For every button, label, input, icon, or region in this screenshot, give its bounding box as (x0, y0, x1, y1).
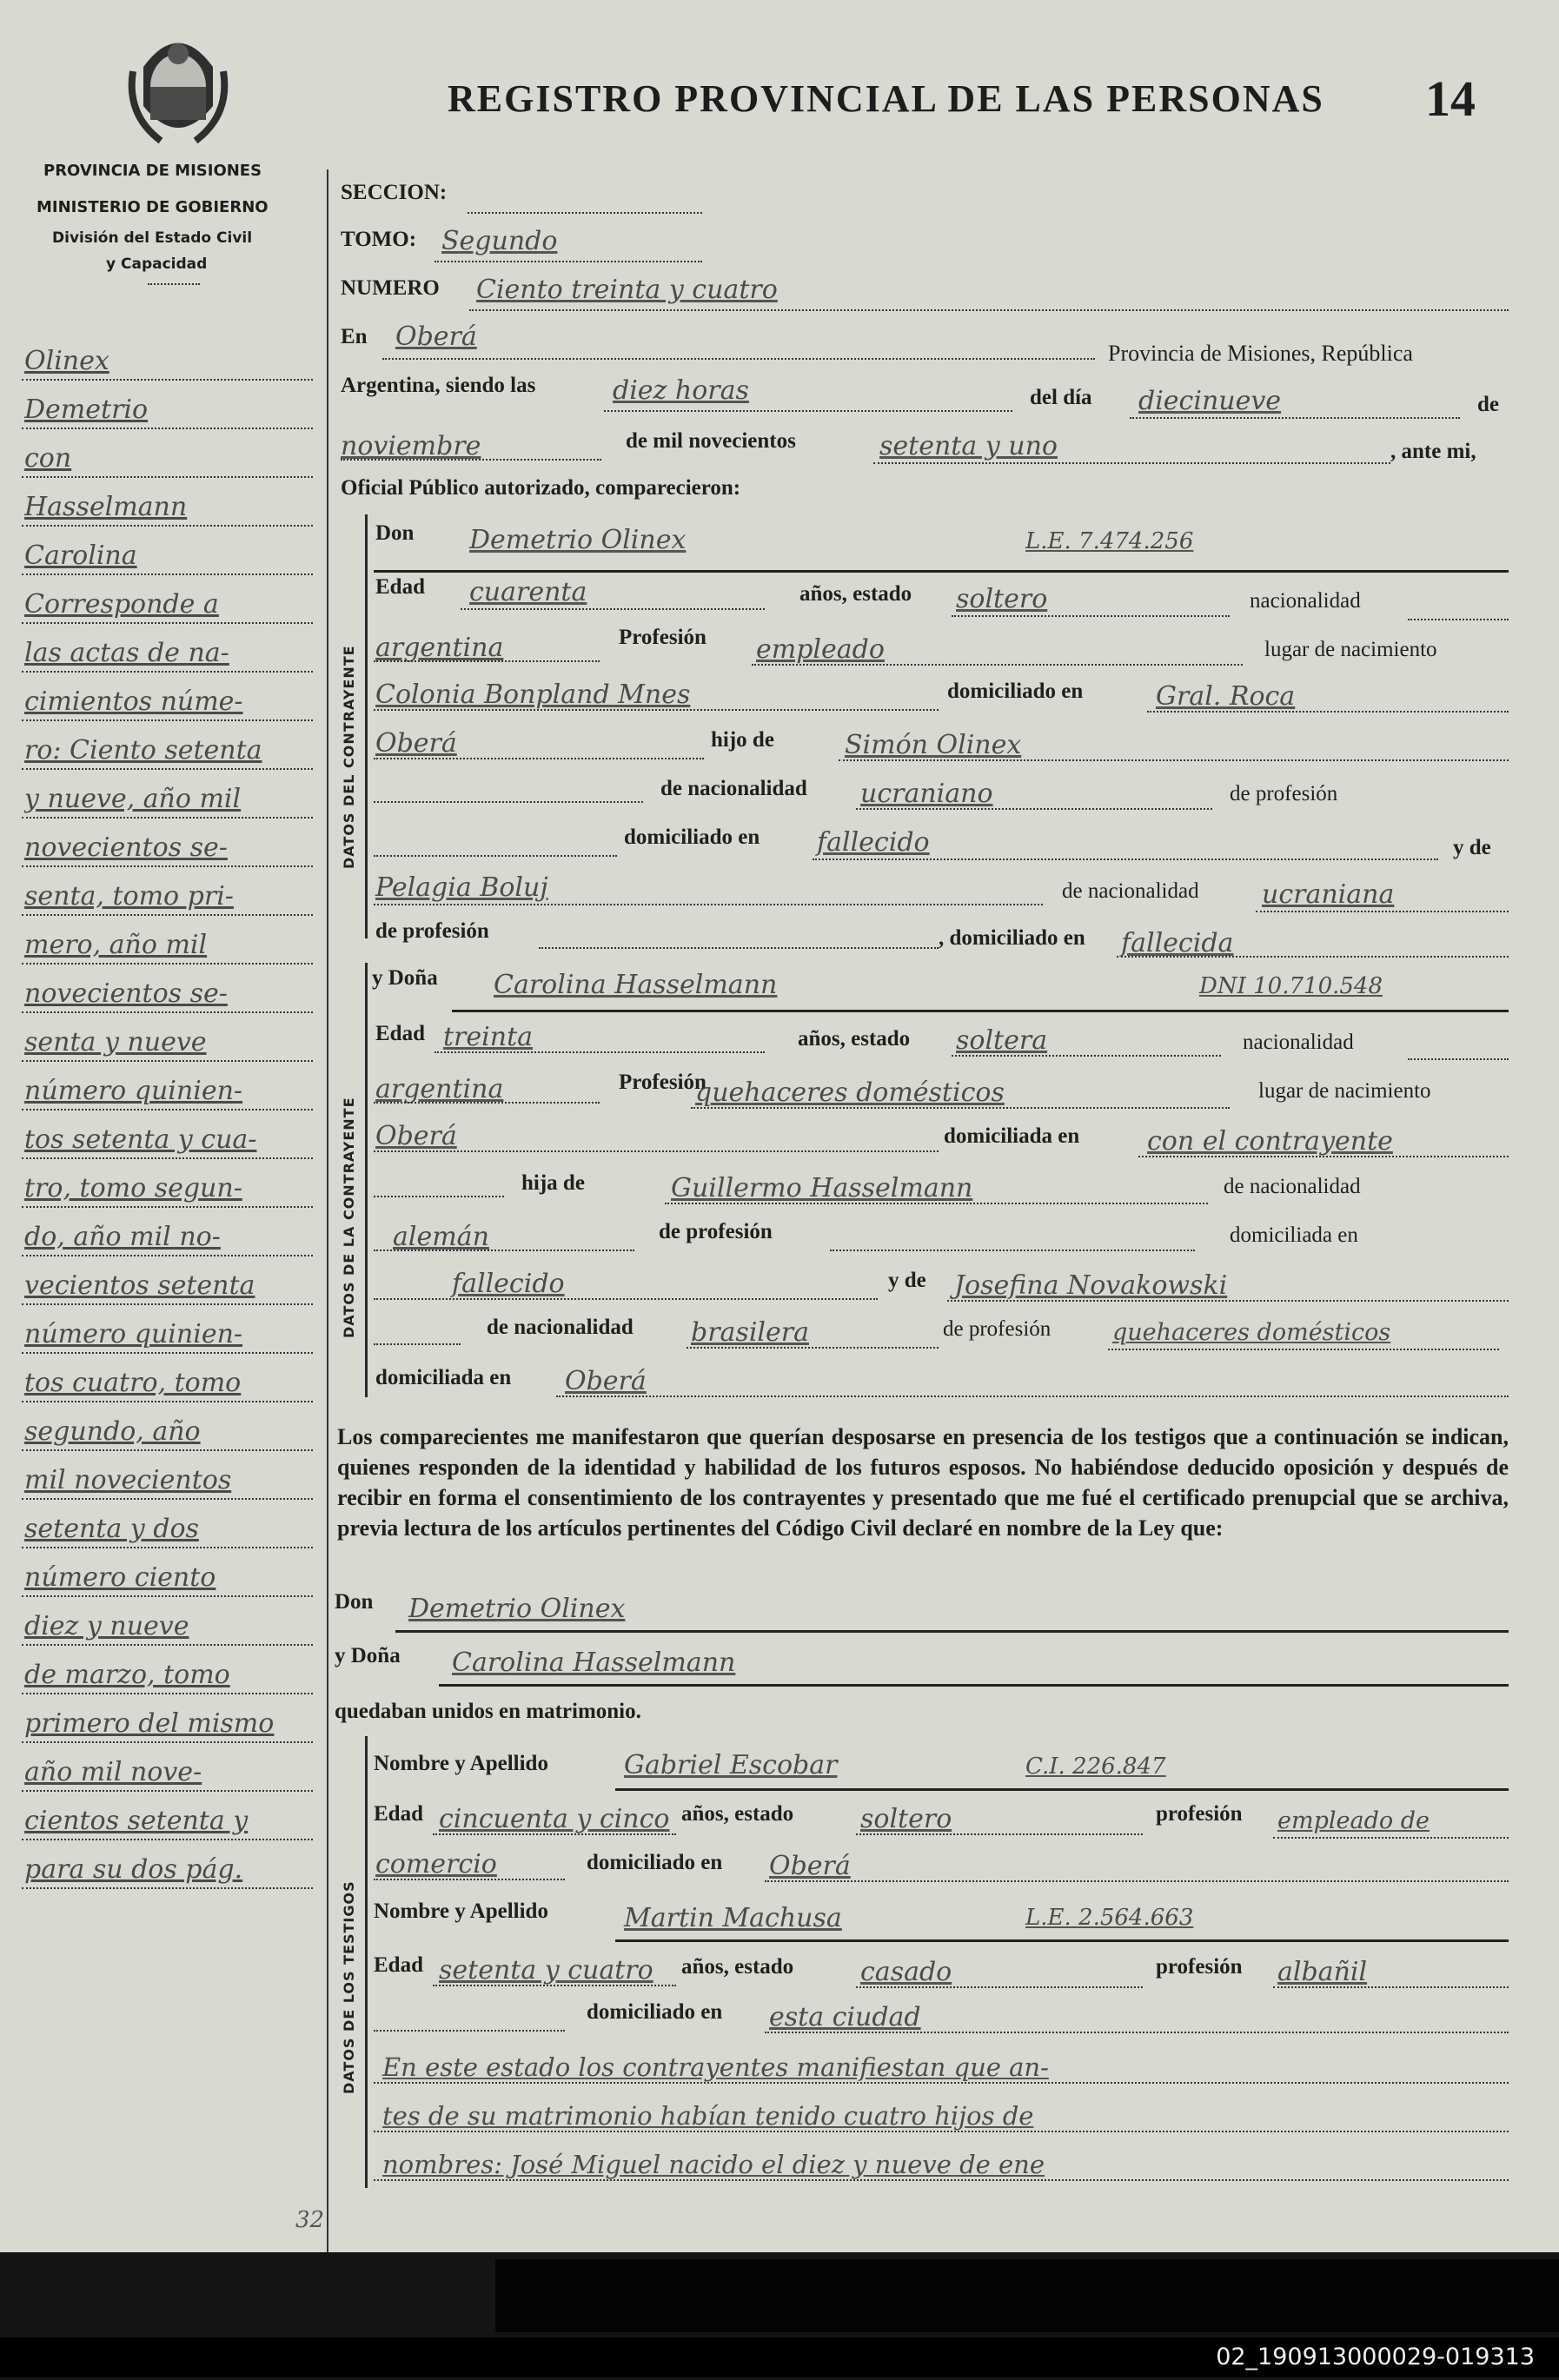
org-line-2: MINISTERIO DE GOBIERNO (36, 198, 269, 216)
testigos-bracket (365, 1736, 368, 2188)
org-line-1: PROVINCIA DE MISIONES (43, 162, 262, 180)
madre-prof-line (539, 947, 939, 949)
contrayenta-madre-prof: quehaceres domésticos (1112, 1319, 1391, 1346)
decl-dona-line (439, 1684, 1509, 1687)
padre-nac-label-2: de nacionalidad (1224, 1175, 1361, 1198)
dona-label: y Doña (372, 966, 438, 990)
mes-line (341, 459, 601, 461)
de-nacionalidad-label-2: de nacionalidad (487, 1316, 634, 1339)
margin-note-line: segundo, año (24, 1416, 201, 1447)
margin-rule (22, 1060, 313, 1062)
margin-separator (327, 169, 328, 2252)
margin-note-line: setenta y dos (24, 1514, 199, 1544)
seccion-label: SECCION: (341, 181, 448, 204)
estado-line (952, 615, 1230, 617)
contrayente-side-label: DATOS DEL CONTRAYENTE (341, 645, 357, 869)
domicilio-line (1147, 711, 1509, 713)
t1-estado: soltero (860, 1804, 952, 1834)
margin-rule (22, 817, 313, 819)
provincia-text: Provincia de Misiones, República (1108, 341, 1413, 366)
margin-rule (22, 1303, 313, 1305)
margin-rule (22, 1401, 313, 1402)
margin-rule (22, 1206, 313, 1208)
contrayente-nacionalidad: argentina (375, 633, 504, 663)
page-title: REGISTRO PROVINCIAL DE LAS PERSONAS (448, 77, 1324, 120)
madre-dom-line (1117, 956, 1509, 958)
don-line (374, 570, 1509, 573)
padre-extra-line (374, 801, 643, 803)
t1-nombre-line (615, 1788, 1509, 1791)
seccion-line (468, 212, 702, 214)
contrayenta-padre: Guillermo Hasselmann (671, 1173, 973, 1203)
margin-note-line: tos cuatro, tomo (24, 1368, 242, 1398)
nacionalidad-line (1408, 619, 1509, 620)
contrayenta-nombre: Carolina Hasselmann (494, 970, 778, 1000)
margin-rule (22, 1498, 313, 1500)
margin-rule (22, 1109, 313, 1110)
nacionalidad-line-2 (1408, 1058, 1509, 1060)
profesion-line-2 (691, 1107, 1230, 1109)
profesion-label: Profesión (619, 626, 707, 649)
page-number: 14 (1425, 70, 1476, 127)
margin-note-line: novecientos se- (24, 978, 228, 1009)
lugar-nac-line-2 (374, 1150, 939, 1152)
margin-note-line: diez y nueve (24, 1611, 189, 1641)
de-label: de (1477, 393, 1499, 416)
padre-prof-line (374, 855, 617, 857)
margin-note-line: ro: Ciento setenta (24, 735, 262, 766)
tomo-label: TOMO: (341, 228, 417, 251)
margin-rule (22, 1595, 313, 1597)
margin-note-line: Carolina (24, 540, 137, 571)
domiciliado-en-label: domiciliado en (947, 680, 1084, 703)
nacionalidad-label: nacionalidad (1250, 589, 1361, 613)
t2-edad-label: Edad (374, 1953, 423, 1977)
argentina-text: Argentina, siendo las (341, 374, 536, 397)
margin-rule (22, 1255, 313, 1256)
lugar-nac-label: lugar de nacimiento (1264, 638, 1437, 661)
anio-line (873, 462, 1390, 464)
org-line-3: División del Estado Civil (52, 229, 253, 247)
margin-rule (22, 379, 313, 381)
margin-note-line: primero del mismo (24, 1708, 275, 1739)
t2-doc: L.E. 2.564.663 (1025, 1905, 1194, 1931)
scan-filename: 02_190913000029-019313 (0, 2337, 1559, 2377)
oficial-text: Oficial Público autorizado, comparecieron: (341, 476, 741, 500)
madre-line-2 (947, 1300, 1509, 1302)
margin-rule (22, 573, 313, 575)
profesion-label-2: Profesión (619, 1071, 707, 1094)
contrayente-profesion: empleado (756, 634, 885, 665)
margin-rule (22, 1693, 313, 1694)
decl-dona-label: y Doña (335, 1644, 401, 1667)
scan-dark-block (495, 2259, 1559, 2332)
hora-value: diez horas (613, 375, 749, 406)
t1-profesion: empleado de (1277, 1807, 1430, 1834)
nac-value-line (374, 660, 600, 662)
t1-prof2-line (374, 1879, 565, 1880)
coat-of-arms-icon (126, 19, 230, 149)
t1-domicilio-line (765, 1880, 1509, 1882)
ante-mi-label: , ante mi, (1390, 440, 1476, 463)
contrayente-madre: Pelagia Boluj (375, 872, 548, 903)
t2-domicilio-line (765, 2032, 1509, 2033)
contrayente-bracket (365, 514, 368, 938)
t1-domiciliado-label: domiciliado en (587, 1851, 723, 1874)
margin-footnote: 32 (295, 2207, 325, 2233)
margin-note-line: Olinex (24, 346, 109, 376)
t2-anos-label: años, estado (681, 1955, 794, 1979)
contrayenta-padre-nac: alemán (393, 1222, 489, 1252)
decl-dona-value: Carolina Hasselmann (452, 1647, 736, 1678)
de-profesion-label: de profesión (1230, 782, 1338, 805)
margin-note-line: para su dos pág. (24, 1854, 243, 1885)
margin-note-line: de marzo, tomo (24, 1660, 230, 1690)
margin-rule (22, 1741, 313, 1743)
padre-line-2 (665, 1203, 1208, 1204)
numero-line (469, 309, 1509, 311)
contrayenta-madre-dom: Oberá (565, 1366, 647, 1396)
margin-note-line: Hasselmann (24, 492, 188, 522)
note-line-3: nombres: José Miguel nacido el diez y nueve de ene (382, 2150, 1045, 2179)
domiciliada-en-label-2: domiciliada en (1230, 1223, 1358, 1247)
t2-edad-line (433, 1985, 676, 1986)
margin-rule (22, 1887, 313, 1889)
edad-label: Edad (375, 575, 425, 599)
margin-note-line: senta y nueve (24, 1027, 207, 1057)
margin-note-line: cientos setenta y (24, 1806, 249, 1836)
t2-edad: setenta y cuatro (439, 1955, 653, 1986)
margin-rule (22, 865, 313, 867)
anio-value: setenta y uno (879, 431, 1058, 461)
margin-note-line: vecientos setenta (24, 1270, 255, 1301)
t1-profesion-2: comercio (375, 1849, 497, 1879)
de-profesion-label-2: de profesión (659, 1220, 773, 1243)
margin-note-line: número ciento (24, 1562, 216, 1593)
anos-estado-label-2: años, estado (798, 1027, 911, 1051)
margin-rule (22, 428, 313, 429)
dia-value: diecinueve (1138, 386, 1282, 416)
edad-line (461, 608, 765, 610)
contrayenta-side-label: DATOS DE LA CONTRAYENTE (341, 1097, 357, 1338)
nac-value-line-2 (374, 1102, 600, 1104)
t1-doc: C.I. 226.847 (1025, 1754, 1166, 1780)
margin-rule (22, 1790, 313, 1792)
padre-prof-line-2 (830, 1250, 1195, 1251)
madre-nac-label: de nacionalidad (1062, 879, 1199, 903)
margin-note-line: Demetrio (24, 394, 149, 425)
margin-rule (22, 476, 313, 478)
numero-label: NUMERO (341, 276, 440, 300)
contrayenta-domicilio: con el contrayente (1147, 1126, 1393, 1157)
t1-profesion-line (1273, 1837, 1509, 1839)
madre-dom-label: , domiciliado en (939, 926, 1085, 950)
t2-profesion: albañil (1277, 1957, 1368, 1987)
margin-rule (22, 719, 313, 721)
madre-line (374, 904, 1043, 905)
padre-domicilio: fallecido (817, 827, 930, 858)
lugar-nac-label-2: lugar de nacimiento (1258, 1079, 1431, 1103)
margin-rule (22, 671, 313, 673)
nacionalidad-label-2: nacionalidad (1243, 1031, 1354, 1054)
contrayenta-madre: Josefina Novakowski (954, 1270, 1228, 1301)
decl-don-label: Don (335, 1590, 374, 1614)
contrayenta-lugar-nac: Oberá (375, 1121, 457, 1151)
t1-edad: cincuenta y cinco (439, 1804, 670, 1834)
margin-note-line: mero, año mil (24, 930, 208, 960)
madre-nac-line (1256, 911, 1509, 912)
domiciliada-en-label: domiciliada en (944, 1124, 1080, 1148)
contrayente-estado: soltero (956, 584, 1048, 614)
padre-nac-line (856, 808, 1212, 810)
hijo-de-label: hijo de (711, 728, 774, 752)
org-divider (148, 283, 200, 285)
de-mil-label: de mil novecientos (626, 429, 796, 453)
domiciliada-en-label-3: domiciliada en (375, 1366, 512, 1389)
margin-note-line: con (24, 443, 72, 474)
padre-nac-line-2 (374, 1250, 634, 1251)
note-line-2-rule (374, 2131, 1509, 2132)
edad-line-2 (435, 1051, 765, 1053)
contrayenta-estado: soltera (956, 1025, 1048, 1056)
madre-nacionalidad: ucraniana (1262, 879, 1395, 910)
padre-dom-line (813, 859, 1438, 860)
t1-domicilio: Oberá (769, 1851, 851, 1881)
profesion-line (752, 664, 1243, 666)
org-line-4: y Capacidad (106, 255, 208, 273)
contrayenta-bracket (365, 963, 368, 1397)
margin-note-line: y nueve, año mil (24, 784, 242, 814)
dia-line (1130, 417, 1460, 419)
numero-value: Ciento treinta y cuatro (476, 275, 778, 305)
contrayente-edad: cuarenta (469, 577, 587, 607)
margin-note-line: número quinien- (24, 1076, 243, 1106)
margin-note-line: Corresponde a (24, 589, 219, 620)
t2-estado: casado (860, 1957, 952, 1987)
margin-rule (22, 963, 313, 965)
de-nacionalidad-label: de nacionalidad (660, 777, 807, 800)
margin-rule (22, 1011, 313, 1013)
contrayente-padre: Simón Olinex (845, 730, 1022, 760)
madre-dom-line-2 (556, 1396, 1509, 1397)
anos-estado-label: años, estado (799, 582, 912, 606)
margin-rule (22, 1157, 313, 1159)
contrayenta-madre-nac: brasilera (691, 1317, 809, 1348)
t2-domiciliado-label: domiciliado en (587, 2000, 723, 2024)
t1-edad-label: Edad (374, 1802, 423, 1826)
margin-note-line: las actas de na- (24, 638, 229, 668)
t1-profesion-label: profesión (1156, 1802, 1243, 1826)
margin-note-line: do, año mil no- (24, 1222, 221, 1252)
t2-nombre: Martin Machusa (624, 1903, 842, 1933)
t2-estado-line (856, 1986, 1143, 1988)
madre-nac-line-2 (687, 1347, 939, 1349)
decl-don-line (395, 1630, 1509, 1633)
contrayenta-profesion: quehaceres domésticos (695, 1077, 1005, 1108)
contrayenta-doc: DNI 10.710.548 (1199, 973, 1383, 999)
padre-line (839, 759, 1509, 761)
hija-lead-line (374, 1196, 504, 1197)
padre-nacionalidad: ucraniano (860, 779, 993, 809)
t1-nombre-label: Nombre y Apellido (374, 1752, 548, 1775)
contrayenta-padre-dom: fallecido (452, 1269, 565, 1299)
note-line-1: En este estado los contrayentes manifiestan que an- (382, 2052, 1049, 2082)
en-value: Oberá (395, 322, 477, 352)
t1-edad-line (433, 1833, 676, 1835)
t2-nombre-label: Nombre y Apellido (374, 1899, 548, 1923)
hija-de-label: hija de (521, 1171, 585, 1195)
margin-rule (22, 914, 313, 916)
t1-estado-line (856, 1833, 1143, 1835)
declaration-paragraph: Los comparecientes me manifestaron que querían desposarse en presencia de los testigos que a continuación se indican, quienes responden de la identidad y habilidad de los futuros esposos. No habiéndose deducido oposición y después de recibir en forma el consentimiento de los contrayentes y presentado que me fué el certificado prenupcial que se archiva, previa lectura de los artículos pertinentes del Código Civil declaré en nombre de la Ley que: (337, 1424, 1509, 1541)
margin-note-line: tro, tomo segun- (24, 1173, 242, 1203)
margin-note-line: mil novecientos (24, 1465, 232, 1495)
margin-note-line: número quinien- (24, 1319, 243, 1349)
lugar-nac-line (374, 709, 939, 711)
t1-nombre: Gabriel Escobar (624, 1750, 838, 1780)
del-dia-label: del día (1030, 386, 1092, 409)
domiciliado-en-label-2: domiciliado en (624, 825, 760, 849)
en-line (382, 358, 1095, 360)
margin-rule (22, 768, 313, 770)
t2-profesion-label: profesión (1156, 1955, 1243, 1979)
domicilio-line-2 (1138, 1156, 1509, 1157)
de-profesion-label-3: de profesión (943, 1317, 1051, 1341)
note-line-3-rule (374, 2179, 1509, 2181)
t2-profesion-line (1273, 1986, 1509, 1988)
margin-rule (22, 1547, 313, 1548)
margin-note-line: cimientos núme- (24, 686, 243, 717)
estado-line-2 (952, 1055, 1221, 1057)
contrayente-lugar-nac: Colonia Bonpland Mnes (375, 680, 691, 710)
margin-rule (22, 1352, 313, 1354)
t1-anos-label: años, estado (681, 1802, 794, 1826)
margin-rule (22, 1839, 313, 1840)
unidos-text: quedaban unidos en matrimonio. (335, 1700, 641, 1723)
contrayente-doc: L.E. 7.474.256 (1025, 528, 1194, 554)
margin-note-line: tos setenta y cua- (24, 1124, 257, 1155)
contrayenta-nacionalidad: argentina (375, 1074, 504, 1104)
y-de-label: y de (1453, 836, 1491, 859)
domicilio2-line (374, 758, 704, 759)
decl-don-value: Demetrio Olinex (408, 1594, 626, 1624)
testigos-side-label: DATOS DE LOS TESTIGOS (341, 1880, 357, 2094)
margin-note-line: novecientos se- (24, 832, 228, 863)
hora-line (604, 410, 1012, 412)
madre-prof-line-2 (1108, 1349, 1499, 1350)
madre-prof-label: de profesión (375, 919, 489, 943)
madre-domicilio: fallecida (1121, 928, 1234, 958)
mes-value: noviembre (341, 431, 481, 461)
note-line-2: tes de su matrimonio habían tenido cuatro hijos de (382, 2101, 1034, 2131)
margin-note-line: senta, tomo pri- (24, 881, 234, 912)
edad-label-2: Edad (375, 1022, 425, 1045)
don-label: Don (375, 521, 415, 545)
margin-rule (22, 525, 313, 527)
tomo-value: Segundo (441, 226, 558, 256)
margin-note-line: año mil nove- (24, 1757, 202, 1787)
contrayente-domicilio: Gral. Roca (1156, 681, 1296, 712)
t2-nombre-line (615, 1939, 1509, 1942)
t2-domicilio: esta ciudad (769, 2002, 921, 2032)
tomo-line (435, 261, 702, 262)
contrayente-domicilio-2: Oberá (375, 728, 457, 759)
margin-rule (22, 622, 313, 624)
en-label: En (341, 325, 368, 348)
note-line-1-rule (374, 2082, 1509, 2084)
dona-line (452, 1010, 1509, 1012)
madre-nac-lead (374, 1343, 461, 1345)
margin-rule (22, 1644, 313, 1646)
t2-lead-line (374, 2030, 565, 2032)
margin-rule (22, 1449, 313, 1451)
contrayenta-edad: treinta (443, 1022, 534, 1052)
y-de-label-2: y de (888, 1269, 926, 1292)
contrayente-nombre: Demetrio Olinex (469, 525, 687, 555)
padre-dom-line-2 (374, 1298, 878, 1300)
